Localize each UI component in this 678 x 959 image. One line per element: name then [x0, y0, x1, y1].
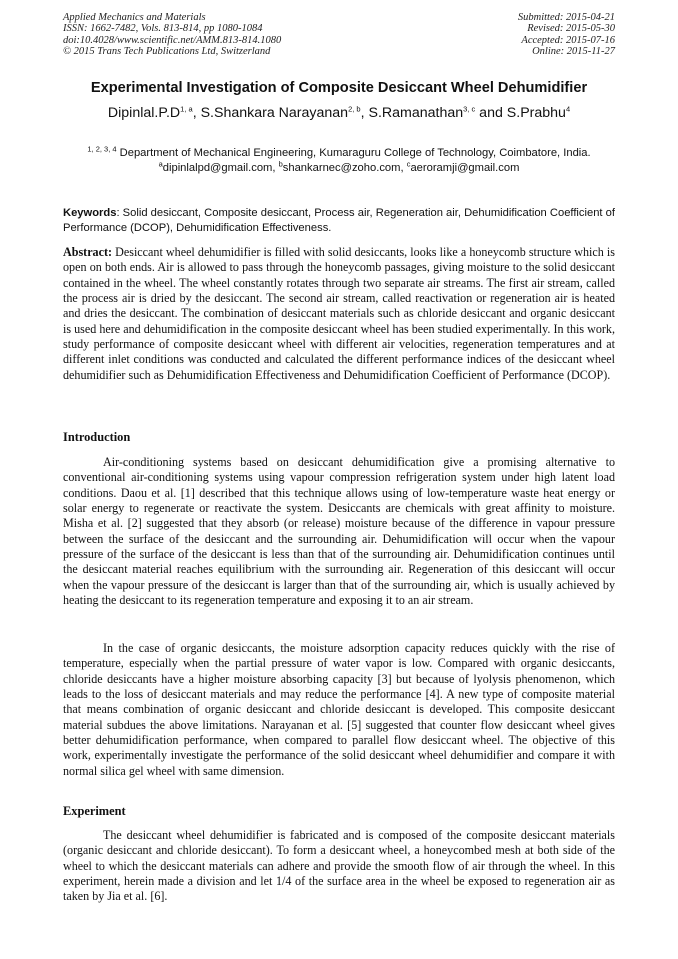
date-submitted: Submitted: 2015-04-21	[517, 12, 615, 23]
email-link[interactable]: aeroramji@gmail.com	[410, 161, 520, 174]
author-name: S.Prabhu	[506, 105, 566, 121]
author-sup: 2, b	[348, 104, 361, 114]
author-list	[0, 105, 678, 121]
paper-title: Experimental Investigation of Composite Desiccant Wheel Dehumidifier	[90, 80, 588, 96]
email-sep: ,	[272, 161, 279, 174]
affiliation-line	[70, 146, 608, 161]
journal-info	[63, 12, 281, 57]
submission-dates	[518, 12, 615, 57]
author-name: S.Shankara Narayanan	[200, 105, 349, 121]
email-sup: c	[406, 158, 411, 168]
abstract	[63, 245, 615, 383]
email-sup: b	[278, 158, 283, 168]
author-sep: and	[475, 105, 507, 121]
affiliation-text: Department of Mechanical Engineering, Kumaraguru College of Technology, Coimbatore, India.	[119, 147, 591, 159]
author-sup: 4	[565, 104, 571, 114]
affiliation	[70, 146, 608, 175]
email-link[interactable]: dipinlalpd@gmail.com	[162, 161, 273, 174]
abstract-label: Abstract:	[63, 245, 113, 259]
journal-name: Applied Mechanics and Materials	[63, 12, 206, 23]
author-sep: ,	[192, 105, 201, 121]
date-online: Online: 2015-11-27	[532, 45, 615, 57]
author-name: S.Ramanathan	[368, 105, 464, 121]
date-revised: Revised: 2015-05-30	[527, 23, 615, 35]
date-accepted: Accepted: 2015-07-16	[521, 34, 615, 46]
author-name: Dipinlal.P.D	[107, 105, 181, 121]
email-line	[70, 158, 608, 176]
author-sup: 3, c	[463, 104, 476, 114]
introduction-paragraph: In the case of organic desiccants, the moisture adsorption capacity reduces quickly with the rise of temperature, especially when the partial pressure of water vapor is low. Compared with organic desiccants, chloride desiccants have a higher moisture absorbing capacity [3] but because of lyolysis phenomenon, which leads to the loss of desiccant materials and may reduce the performance [4]. A new type of composite material that means combination of organic desiccant and chloride desiccant is developed. This composite desiccant material subdues the above limitations. Narayanan et al. [5] suggested that counter flow desiccant wheel gives better dehumidification performance, when compared to parallel flow desiccant wheel. The objective of this work, experimentally investigate the performance of the solid desiccant wheel dehumidifier and compare it with normal silica gel wheel with same dimension.	[63, 641, 615, 778]
abstract-text: Desiccant wheel dehumidifier is filled with solid desiccants, looks like a honeycomb structure which is open on both ends. Air is allowed to pass through the honeycomb passages, giving moisture to the solid desiccant contained in the wheel. The wheel constantly rotates through two separate air streams. The first air stream, called the process air is dried by the desiccant. The second air stream, called reactivation or regeneration air is heated and dries the desiccant. The combination of desiccant materials such as chloride desiccant and organic desiccant is used here and dehumidification in the composite desiccant wheel has been studied experimentally. In this work, study performance of composite desiccant wheel with different air velocities, regeneration temperatures and at different inlet conditions was conducted and calculated the different performance indices of the desiccant wheel dehumidifier such as Dehumidification Effectiveness and Dehumidification Coefficient of Performance (DCOP).	[63, 245, 615, 382]
introduction-heading: Introduction	[63, 430, 131, 444]
email-sup: a	[158, 158, 163, 168]
email-link[interactable]: shankarnec@zoho.com	[282, 161, 401, 174]
experiment-heading: Experiment	[63, 804, 126, 818]
experiment-paragraph: The desiccant wheel dehumidifier is fabricated and is composed of the composite desiccant materials (organic desiccant and chloride desiccant). To form a desiccant wheel, a honeycombed mesh at both side of the wheel to which the desiccant materials can adhere and provide the smooth flow of air through the wheel. In this experiment, herein made a division and let 1/4 of the surface area in the wheel be exposed to regeneration air as taken by Jia et al. [6].	[63, 828, 615, 904]
author-sup: 1, a	[180, 104, 193, 114]
email-sep: ,	[400, 161, 407, 174]
affiliation-sup: 1, 2, 3, 4	[87, 144, 117, 154]
keywords-label: Keywords	[63, 207, 117, 219]
author-sep: ,	[360, 105, 369, 121]
keywords-text: : Solid desiccant, Composite desiccant, Process air, Regeneration air, Dehumidification Coefficient of Performance (DCOP), Dehumidification Effectiveness.	[63, 207, 615, 234]
journal-doi[interactable]: doi:10.4028/www.scientific.net/AMM.813-814.1080	[63, 34, 282, 46]
keywords	[63, 206, 615, 235]
journal-copyright: © 2015 Trans Tech Publications Ltd, Switzerland	[63, 45, 271, 57]
introduction-paragraph: Air-conditioning systems based on desiccant dehumidification give a promising alternative to conventional air-conditioning systems using vapour compression refrigeration system under high latent load conditions. Daou et al. [1] described that this technique allows using of low-temperature waste heat energy or solar energy to regenerate or reactivate the system. Desiccants are chemicals with great affinity to moisture. Misha et al. [2] suggested that they absorb (or release) moisture because of the difference in vapour pressure between the surface of the desiccant and the surrounding air. Dehumidification will occur when the vapour pressure of the surface of the desiccant is less than that of the surrounding air. Dehumidification continues until the desiccant material reaches equilibrium with the surrounding air. Regeneration of this desiccant will occur when the vapour pressure of the desiccant is larger than that of the surrounding air, which is usually achieved by heating the desiccant to its regeneration temperature and exposing it to an air stream.	[63, 455, 615, 608]
journal-issn: ISSN: 1662-7482, Vols. 813-814, pp 1080-1084	[63, 23, 263, 35]
